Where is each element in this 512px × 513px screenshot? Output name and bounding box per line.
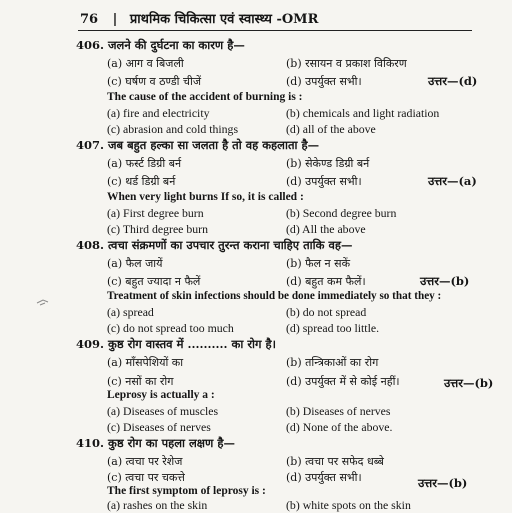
question-408-hindi: 408. त्वचा संक्रमणों का उपचार तुरन्त कराना चाहिए ताकि वह— [76,238,353,252]
q409-option-a-hindi: (a) माँसपेशियों का [107,356,184,369]
question-410-english: The first symptom of leprosy is : [107,485,266,497]
header-separator: | [112,12,118,27]
q409-option-c-hindi: (c) नसों का रोग [107,375,174,388]
q408-option-c-english: (c) do not spread too much [107,321,234,335]
q408-option-d-hindi: (d) बहुत कम फैलें। [286,275,366,288]
q407-option-a-english: (a) First degree burn [107,206,204,220]
q409-answer: उत्तर—(b) [444,376,494,390]
q409-option-b-english: (b) Diseases of nerves [286,404,391,418]
q410-option-a-english: (a) rashes on the skin [107,498,208,512]
q410-option-a-hindi: (a) त्वचा पर रेशेज [107,455,183,468]
question-410-hindi: 410. कुष्ठ रोग का पहला लक्षण है— [76,436,235,450]
q406-option-d-hindi: (d) उपर्युक्त सभी। [286,75,362,88]
margin-pen-mark [36,297,50,307]
q406-option-b-english: (b) chemicals and light radiation [286,106,440,120]
question-407-english: When very light burns If so, it is called : [107,191,304,203]
q407-option-d-hindi: (d) उपर्युक्त सभी। [286,175,362,188]
q406-option-d-english: (d) all of the above [286,122,376,136]
q409-option-a-english: (a) Diseases of muscles [107,404,219,418]
page-title: प्राथमिक चिकित्सा एवं स्वास्थ्य -OMR [129,12,319,27]
page-number: 76 [80,12,99,27]
q407-answer: उत्तर—(a) [428,174,477,188]
q410-answer: उत्तर—(b) [418,476,468,490]
header-rule [78,30,472,31]
question-409-hindi: 409. कुष्ठ रोग वास्तव में .......... का रोग है। [76,337,276,351]
question-409-english: Leprosy is actually a : [107,389,215,401]
q408-option-a-english: (a) spread [107,305,154,319]
q408-answer: उत्तर—(b) [420,274,470,288]
q406-answer: उत्तर—(d) [428,74,478,88]
q408-option-b-hindi: (b) फैल न सकें [286,257,351,270]
q406-option-c-english: (c) abrasion and cold things [107,122,239,136]
question-408-english: Treatment of skin infections should be done immediately so that they : [107,290,442,302]
q406-option-a-hindi: (a) आग व बिजली [107,57,184,70]
q410-option-b-english: (b) white spots on the skin [286,498,411,512]
q409-option-c-english: (c) Diseases of nerves [107,420,211,434]
q407-option-b-english: (b) Second degree burn [286,206,397,220]
q408-option-d-english: (d) spread too little. [286,321,380,335]
q407-option-b-hindi: (b) सेकेण्ड डिग्री बर्न [286,157,370,170]
q410-option-d-hindi: (d) उपर्युक्त सभी। [286,471,362,484]
q408-option-c-hindi: (c) बहुत ज्यादा न फैलें [107,275,201,288]
q410-option-c-hindi: (c) त्वचा पर चकत्ते [107,471,185,484]
q410-option-b-hindi: (b) त्वचा पर सफेद धब्बे [286,455,384,468]
q409-option-b-hindi: (b) तन्त्रिकाओं का रोग [286,356,379,369]
page-header [80,9,318,27]
q407-option-a-hindi: (a) फर्स्ट डिग्री बर्न [107,157,182,170]
q406-option-b-hindi: (b) रसायन व प्रकाश विकिरण [286,57,407,70]
question-407-hindi: 407. जब बहुत हल्का सा जलता है तो वह कहलाता है— [76,138,320,152]
question-406-english: The cause of the accident of burning is : [107,91,303,103]
q408-option-a-hindi: (a) फैल जायें [107,257,163,270]
q407-option-d-english: (d) All the above [286,222,366,236]
q409-option-d-hindi: (d) उपर्युक्त में से कोई नहीं। [286,375,400,388]
q407-option-c-hindi: (c) थर्ड डिग्री बर्न [107,175,176,188]
question-406-hindi: 406. जलने की दुर्घटना का कारण है— [76,38,245,52]
q406-option-a-english: (a) fire and electricity [107,106,210,120]
q409-option-d-english: (d) None of the above. [286,420,393,434]
q408-option-b-english: (b) do not spread [286,305,367,319]
q407-option-c-english: (c) Third degree burn [107,222,208,236]
q406-option-c-hindi: (c) घर्षण व ठण्डी चीजें [107,75,202,88]
